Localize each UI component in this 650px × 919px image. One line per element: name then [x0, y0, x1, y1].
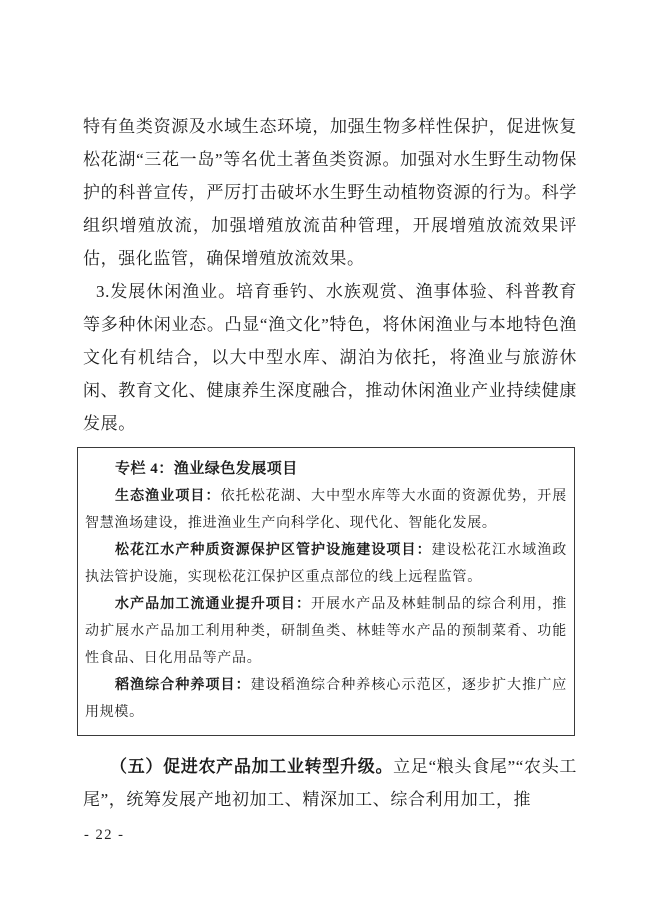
paragraph-text: 立足“粮头食尾”“农头工尾”，统筹发展产地初加工、精深加工、综合利用加工，推	[83, 757, 577, 809]
page-number: - 22 -	[84, 827, 125, 843]
box-item-lead: 松花江水产种质资源保护区管护设施建设项目：	[115, 543, 432, 558]
box-item-lead: 生态渔业项目：	[115, 489, 221, 504]
paragraph-processing-upgrade	[83, 750, 577, 816]
box-item-lead: 稻渔综合种养项目：	[115, 678, 251, 693]
box-item-ecological-fishery	[85, 483, 567, 537]
paragraph-lead: （五）促进农产品加工业转型升级。	[110, 757, 394, 776]
box-title: 专栏 4：渔业绿色发展项目	[115, 461, 298, 477]
box-item-rice-fish-farming	[85, 672, 567, 726]
box-item-aquatic-processing	[85, 591, 567, 672]
box-item-text: 开展水产品及林蛙制品的综合利用，推动扩展水产品加工利用种类，研制鱼类、林蛙等水产品的预制菜肴、功能性食品、日化用品等产品。	[85, 597, 567, 666]
highlight-box-column4	[77, 447, 575, 736]
paragraph-fish-resources: 特有鱼类资源及水域生态环境，加强生物多样性保护，促进恢复松花湖“三花一岛”等名优土著鱼类资源。加强对水生野生动物保护的科普宣传，严厉打击破坏水生野生动植物资源的行为。科学组织增殖放流，加强增殖放流苗种管理，开展增殖放流效果评估，强化监管，确保增殖放流效果。	[83, 117, 577, 268]
box-item-text: 建设松花江水域渔政执法管护设施，实现松花江保护区重点部位的线上远程监管。	[85, 543, 567, 585]
box-item-text: 依托松花湖、大中型水库等大水面的资源优势，开展智慧渔场建设，推进渔业生产向科学化、现代化、智能化发展。	[85, 489, 567, 531]
box-item-lead: 水产品加工流通业提升项目：	[115, 597, 312, 612]
text-column	[83, 110, 577, 816]
box-item-text: 建设稻渔综合种养核心示范区，逐步扩大推广应用规模。	[85, 678, 567, 720]
paragraph-leisure-fishery: 3.发展休闲渔业。培育垂钓、水族观赏、渔事体验、科普教育等多种休闲业态。凸显“渔文化”特色，将休闲渔业与本地特色渔文化有机结合，以大中型水库、湖泊为依托，将渔业与旅游休闲、教育文化、健康养生深度融合，推动休闲渔业产业持续健康发展。	[83, 282, 577, 433]
box-item-songhua-protection	[85, 537, 567, 591]
